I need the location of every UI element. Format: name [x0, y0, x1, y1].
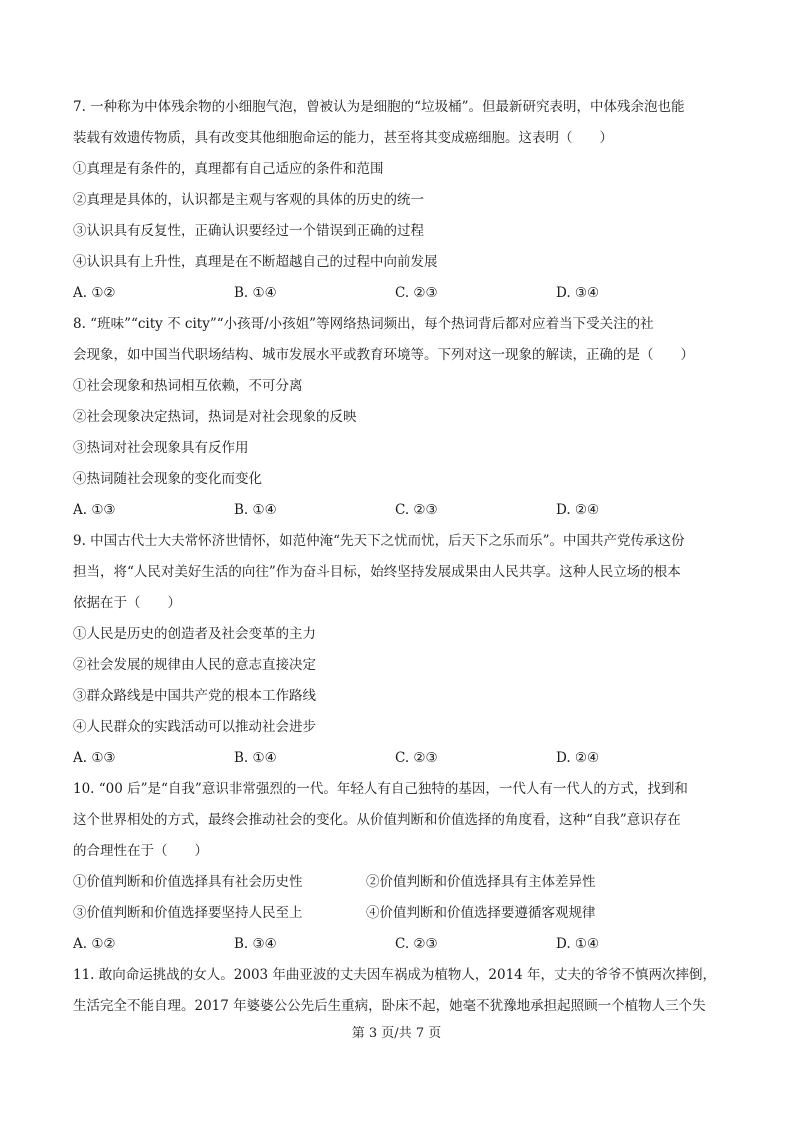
- question-9: [73, 526, 723, 774]
- question-7-item-4: ④认识具有上升性，真理是在不断超越自己的过程中向前发展: [73, 254, 438, 270]
- question-10-stem-line-2: 这个世界相处的方式，最终会推动社会的变化。从价值判断和价值选择的角度看，这种“自我”意识存在: [73, 812, 681, 828]
- question-10-option-d: D. ①④: [556, 936, 600, 952]
- question-9-item-4: ④人民群众的实践活动可以推动社会进步: [73, 719, 316, 735]
- question-9-options: [73, 743, 723, 774]
- question-7-item-2: ②真理是具体的，认识都是主观与客观的具体的历史的统一: [73, 192, 424, 208]
- question-9-stem-line-1: 9. 中国古代士大夫常怀济世情怀，如范仲淹“先天下之忧而忧，后天下之乐而乐”。中国共产党传承这份: [73, 533, 685, 549]
- question-10-item-4: ④价值判断和价值选择要遵循客观规律: [366, 905, 596, 921]
- question-8-item-3: ③热词对社会现象具有反作用: [73, 440, 249, 456]
- question-page: [73, 92, 723, 1022]
- question-7: [73, 92, 723, 309]
- question-8-item-2: ②社会现象决定热词，热词是对社会现象的反映: [73, 409, 357, 425]
- question-7-option-b: B. ①④: [234, 285, 277, 301]
- question-10-item-1: ①价值判断和价值选择具有社会历史性: [73, 874, 303, 890]
- question-8-stem-line-1: 8. “班味”“city 不 city”“小孩哥/小孩姐”等网络热词频出，每个热词背后都对应着当下受关注的社: [73, 316, 654, 332]
- question-9-stem-line-2: 担当，将“人民对美好生活的向往”作为奋斗目标，始终坚持发展成果由人民共享。这种人民立场的根本: [73, 564, 681, 580]
- question-7-item-1: ①真理是有条件的，真理都有自己适应的条件和范围: [73, 161, 384, 177]
- question-10-option-c: C. ②③: [395, 936, 438, 952]
- question-9-option-a: A. ①③: [73, 750, 116, 766]
- question-7-option-c: C. ②③: [395, 285, 438, 301]
- question-8-option-d: D. ②④: [556, 502, 600, 518]
- question-10-options: [73, 929, 723, 960]
- question-7-item-3: ③认识具有反复性，正确认识要经过一个错误到正确的过程: [73, 223, 424, 239]
- question-10-item-3: ③价值判断和价值选择要坚持人民至上: [73, 905, 303, 921]
- question-10-item-2: ②价值判断和价值选择具有主体差异性: [366, 874, 596, 890]
- question-7-stem-line-1: 7. 一种称为中体残余物的小细胞气泡，曾被认为是细胞的“垃圾桶”。但最新研究表明，中体残余泡也能: [73, 99, 685, 115]
- question-10-stem-line-1: 10. “00 后”是“自我”意识非常强烈的一代。年轻人有自己独特的基因，一代人有一代人的方式，找到和: [73, 781, 688, 797]
- question-8-item-4: ④热词随社会现象的变化而变化: [73, 471, 262, 487]
- question-9-stem-line-3: 依据在于（ ）: [73, 595, 181, 611]
- question-8-stem-line-2: 会现象，如中国当代职场结构、城市发展水平或教育环境等。下列对这一现象的解读，正确的是（ ）: [73, 347, 694, 363]
- question-7-option-d: D. ③④: [556, 285, 600, 301]
- question-10-items-row-2: [73, 898, 723, 929]
- question-7-options: [73, 278, 723, 309]
- question-10-option-a: A. ①②: [73, 936, 116, 952]
- question-9-item-2: ②社会发展的规律由人民的意志直接决定: [73, 657, 316, 673]
- question-9-option-d: D. ②④: [556, 750, 600, 766]
- question-9-option-c: C. ②③: [395, 750, 438, 766]
- question-10-stem-line-3: 的合理性在于（ ）: [73, 843, 208, 859]
- question-7-stem-line-2: 装载有效遗传物质，具有改变其他细胞命运的能力，甚至将其变成癌细胞。这表明（ ）: [73, 130, 613, 146]
- question-8-option-b: B. ①④: [234, 502, 277, 518]
- question-8: [73, 309, 723, 526]
- question-11: [73, 960, 723, 1022]
- question-8-options: [73, 495, 723, 526]
- question-10-items-row-1: [73, 867, 723, 898]
- question-8-item-1: ①社会现象和热词相互依赖，不可分离: [73, 378, 303, 394]
- question-10: [73, 774, 723, 960]
- question-9-item-1: ①人民是历史的创造者及社会变革的主力: [73, 626, 316, 642]
- question-7-option-a: A. ①②: [73, 285, 116, 301]
- question-8-option-a: A. ①③: [73, 502, 116, 518]
- question-11-stem-line-2: 生活完全不能自理。2017 年婆婆公公先后生重病，卧床不起，她毫不犹豫地承担起照顾一个植物人三个失: [73, 998, 706, 1014]
- question-9-option-b: B. ①④: [234, 750, 277, 766]
- question-8-option-c: C. ②③: [395, 502, 438, 518]
- question-9-item-3: ③群众路线是中国共产党的根本工作路线: [73, 688, 316, 704]
- question-11-stem-line-1: 11. 敢向命运挑战的女人。2003 年曲亚波的丈夫因车祸成为植物人，2014 年，丈夫的爷爷不慎两次摔倒，: [73, 967, 717, 983]
- question-10-option-b: B. ③④: [234, 936, 277, 952]
- page-number-footer: 第 3 页/共 7 页: [351, 1026, 442, 1041]
